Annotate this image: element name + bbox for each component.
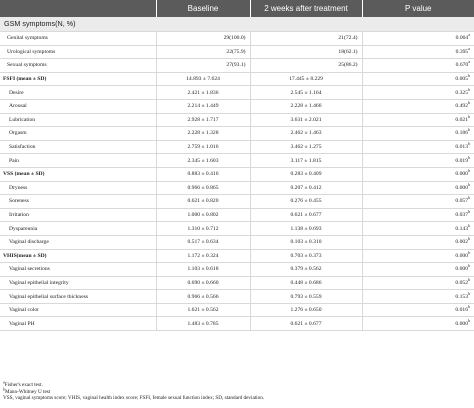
table-header bbox=[0, 0, 474, 17]
table-row bbox=[0, 222, 474, 236]
p-value-footnote-mark: b bbox=[468, 100, 470, 106]
table-row bbox=[0, 45, 474, 59]
section-title: GSM symptoms(N, %) bbox=[0, 17, 474, 32]
table-row bbox=[0, 181, 474, 195]
table-row bbox=[0, 127, 474, 141]
baseline-value: 1.172 ± 0.324 bbox=[156, 249, 250, 263]
p-value-footnote-mark: b bbox=[468, 222, 470, 228]
p-value-footnote-mark: b bbox=[468, 73, 470, 79]
table-row bbox=[0, 208, 474, 222]
baseline-value: 1.000 ± 0.802 bbox=[156, 208, 250, 222]
table-row bbox=[0, 249, 474, 263]
after-value: 2.462 ± 1.463 bbox=[250, 127, 362, 141]
footnote-text: VSS, vaginal symptoms score; VHIS, vaginal health index score; FSFI, female sexual function index; SD, standard deviation. bbox=[3, 395, 265, 402]
baseline-value: 2.421 ± 1.836 bbox=[156, 86, 250, 100]
after-value: 1.138 ± 0.693 bbox=[250, 222, 362, 236]
baseline-value: 14.893 ± 7.624 bbox=[156, 72, 250, 86]
p-value-footnote-mark: b bbox=[468, 249, 470, 255]
after-value: 3.117 ± 1.815 bbox=[250, 154, 362, 168]
p-value-footnote-mark: b bbox=[468, 304, 470, 310]
row-label: Pain bbox=[0, 154, 156, 168]
row-label: Vaginal PH bbox=[0, 317, 156, 331]
p-value-footnote-mark: b bbox=[468, 86, 470, 92]
footnote-text: Fisher's exact test. bbox=[4, 382, 43, 388]
baseline-value: 0.966 ± 0.865 bbox=[156, 181, 250, 195]
row-label: Genital symptoms bbox=[0, 32, 156, 46]
table-row bbox=[0, 59, 474, 73]
p-value-footnote-mark: b bbox=[468, 181, 470, 187]
table-row bbox=[0, 86, 474, 100]
table-row bbox=[0, 317, 474, 331]
footnote-mark: a bbox=[3, 379, 5, 385]
baseline-value: 1.310 ± 0.712 bbox=[156, 222, 250, 236]
p-value-footnote-mark: b bbox=[468, 236, 470, 242]
table-row bbox=[0, 72, 474, 86]
p-value: 0.000$^b$ bbox=[362, 317, 474, 331]
p-value: 0.395$^a$ bbox=[362, 45, 474, 59]
p-value: 0.000$^b$ bbox=[362, 263, 474, 277]
after-value: 21(72.4) bbox=[250, 32, 362, 46]
baseline-value: 0.966 ± 0.566 bbox=[156, 290, 250, 304]
p-value-footnote-mark: b bbox=[468, 277, 470, 283]
table-row bbox=[0, 195, 474, 209]
row-label: Arousal bbox=[0, 99, 156, 113]
footnotes bbox=[3, 379, 471, 402]
p-value-footnote-mark: b bbox=[468, 141, 470, 147]
p-value: 0.153$^b$ bbox=[362, 290, 474, 304]
after-value: 0.621 ± 0.677 bbox=[250, 208, 362, 222]
after-value: 18(62.1) bbox=[250, 45, 362, 59]
after-value: 0.207 ± 0.412 bbox=[250, 181, 362, 195]
p-value-footnote-mark: a bbox=[468, 32, 470, 38]
p-value-footnote-mark: a bbox=[468, 59, 470, 65]
after-value: 2.228 ± 1.466 bbox=[250, 99, 362, 113]
row-label: Vaginal epithelial surface thickness bbox=[0, 290, 156, 304]
p-value: 0.052$^b$ bbox=[362, 276, 474, 290]
table-row bbox=[0, 290, 474, 304]
table-row bbox=[0, 32, 474, 46]
baseline-value: 2.759 ± 1.016 bbox=[156, 140, 250, 154]
footnote bbox=[3, 379, 471, 389]
p-value: 0.019$^b$ bbox=[362, 154, 474, 168]
baseline-value: 2.928 ± 1.717 bbox=[156, 113, 250, 127]
row-label: Vaginal discharge bbox=[0, 235, 156, 249]
after-value: 0.448 ± 0.686 bbox=[250, 276, 362, 290]
p-value-footnote-mark: b bbox=[468, 127, 470, 133]
row-label: Orgasm bbox=[0, 127, 156, 141]
baseline-value: 2.228 ± 1.328 bbox=[156, 127, 250, 141]
p-value: 0.325$^b$ bbox=[362, 86, 474, 100]
p-value: 0.186$^b$ bbox=[362, 127, 474, 141]
after-value: 0.379 ± 0.562 bbox=[250, 263, 362, 277]
p-value: 0.000$^b$ bbox=[362, 167, 474, 181]
p-value: 0.492$^b$ bbox=[362, 99, 474, 113]
baseline-value: 0.517 ± 0.634 bbox=[156, 235, 250, 249]
table-row bbox=[0, 140, 474, 154]
baseline-value: 1.103 ± 0.618 bbox=[156, 263, 250, 277]
baseline-value: 27(93.1) bbox=[156, 59, 250, 73]
baseline-value: 0.883 ± 0.416 bbox=[156, 167, 250, 181]
section-row bbox=[0, 17, 474, 32]
after-value: 0.283 ± 0.409 bbox=[250, 167, 362, 181]
row-label: Vaginal color bbox=[0, 303, 156, 317]
row-label: Lubrication bbox=[0, 113, 156, 127]
p-value: 0.004$^a$ bbox=[362, 32, 474, 46]
p-value: 0.021$^b$ bbox=[362, 113, 474, 127]
row-label: Desire bbox=[0, 86, 156, 100]
row-label: Irritation bbox=[0, 208, 156, 222]
baseline-value: 29(100.0) bbox=[156, 32, 250, 46]
table-row bbox=[0, 235, 474, 249]
row-label: VHIS(mean ± SD) bbox=[0, 249, 156, 263]
header-after-treatment: 2 weeks after treatment bbox=[250, 0, 362, 17]
header-row bbox=[0, 0, 474, 17]
baseline-value: 1.621 ± 0.562 bbox=[156, 303, 250, 317]
after-value: 0.276 ± 0.455 bbox=[250, 195, 362, 209]
p-value: 0.670$^a$ bbox=[362, 59, 474, 73]
table-row bbox=[0, 113, 474, 127]
baseline-value: 1.483 ± 0.785 bbox=[156, 317, 250, 331]
p-value: 0.016$^b$ bbox=[362, 303, 474, 317]
table-row bbox=[0, 276, 474, 290]
footnote bbox=[3, 395, 471, 402]
baseline-value: 22(75.9) bbox=[156, 45, 250, 59]
footnote-text: Mann-Whitney U test bbox=[5, 388, 51, 395]
p-value-footnote-mark: b bbox=[468, 290, 470, 296]
p-value: 0.002$^b$ bbox=[362, 235, 474, 249]
baseline-value: 0.621 ± 0.820 bbox=[156, 195, 250, 209]
p-value: 0.143$^b$ bbox=[362, 222, 474, 236]
after-value: 25(86.2) bbox=[250, 59, 362, 73]
row-label: FSFI (mean ± SD) bbox=[0, 72, 156, 86]
p-value-footnote-mark: b bbox=[468, 154, 470, 160]
p-value-footnote-mark: b bbox=[468, 317, 470, 323]
table-row bbox=[0, 154, 474, 168]
after-value: 1.276 ± 0.650 bbox=[250, 303, 362, 317]
row-label: Vaginal epithelial integrity bbox=[0, 276, 156, 290]
footnote-mark: b bbox=[3, 385, 5, 391]
after-value: 0.621 ± 0.677 bbox=[250, 317, 362, 331]
p-value-footnote-mark: b bbox=[468, 114, 470, 119]
after-value: 0.703 ± 0.373 bbox=[250, 249, 362, 263]
row-label: Soreness bbox=[0, 195, 156, 209]
after-value: 17.445 ± 8.229 bbox=[250, 72, 362, 86]
p-value: 0.037$^b$ bbox=[362, 208, 474, 222]
row-label: Vaginal secretions bbox=[0, 263, 156, 277]
header-baseline: Baseline bbox=[156, 0, 250, 17]
p-value-footnote-mark: b bbox=[468, 195, 470, 201]
p-value-footnote-mark: b bbox=[468, 209, 470, 215]
row-label: VSS (mean ± SD) bbox=[0, 167, 156, 181]
baseline-value: 2.345 ± 1.603 bbox=[156, 154, 250, 168]
table-row bbox=[0, 99, 474, 113]
row-label: Sexual symptoms bbox=[0, 59, 156, 73]
p-value: 0.000$^b$ bbox=[362, 181, 474, 195]
row-label: Dyspareunia bbox=[0, 222, 156, 236]
table-row bbox=[0, 167, 474, 181]
header-label-column bbox=[0, 0, 156, 17]
after-value: 0.793 ± 0.559 bbox=[250, 290, 362, 304]
baseline-value: 0.690 ± 0.660 bbox=[156, 276, 250, 290]
baseline-value: 2.214 ± 1.449 bbox=[156, 99, 250, 113]
after-value: 3.631 ± 2.021 bbox=[250, 113, 362, 127]
table-row bbox=[0, 263, 474, 277]
p-value: 0.057$^b$ bbox=[362, 195, 474, 209]
p-value-footnote-mark: a bbox=[468, 46, 470, 52]
table-row bbox=[0, 303, 474, 317]
p-value: 0.013$^b$ bbox=[362, 140, 474, 154]
after-value: 3.462 ± 1.275 bbox=[250, 140, 362, 154]
after-value: 0.103 ± 0.310 bbox=[250, 235, 362, 249]
row-label: Satisfaction bbox=[0, 140, 156, 154]
row-label: Dryness bbox=[0, 181, 156, 195]
row-label: Urological symptoms bbox=[0, 45, 156, 59]
p-value-footnote-mark: b bbox=[468, 168, 470, 174]
p-value: 0.005$^b$ bbox=[362, 72, 474, 86]
p-value: 0.000$^b$ bbox=[362, 249, 474, 263]
table-body bbox=[0, 17, 474, 331]
p-value-footnote-mark: b bbox=[468, 263, 470, 269]
header-p-value: P value bbox=[362, 0, 474, 17]
after-value: 2.545 ± 1.164 bbox=[250, 86, 362, 100]
